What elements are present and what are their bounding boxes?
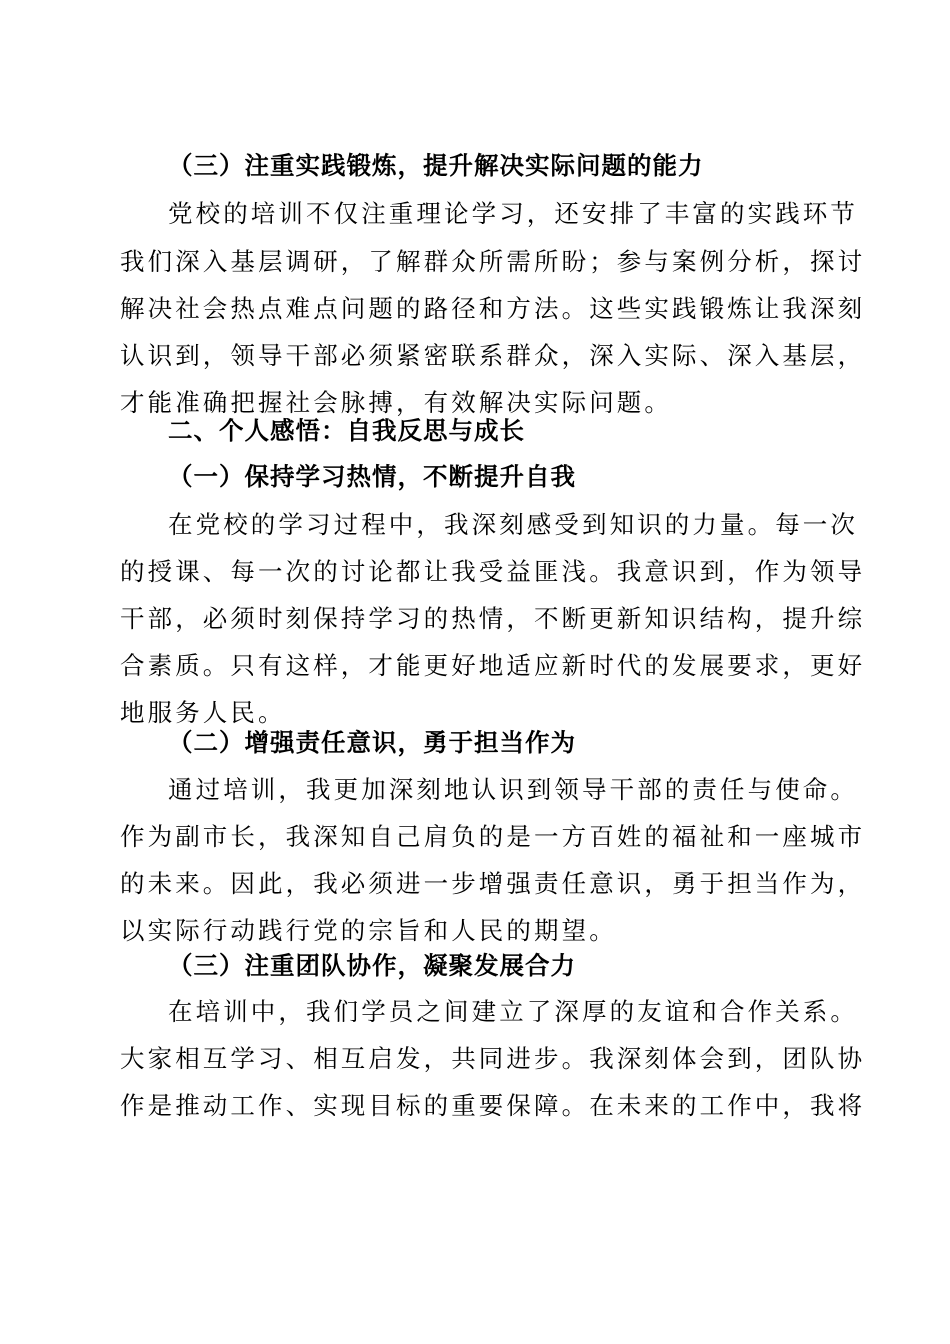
paragraph-line: 认识到，领导干部必须紧密联系群众，深入实际、深入基层， (120, 341, 866, 370)
paragraph-line: 才能准确把握社会脉搏，有效解决实际问题。 (120, 388, 672, 417)
paragraph-line: 解决社会热点难点问题的路径和方法。这些实践锻炼让我深刻 (120, 294, 866, 323)
paragraph-line: 党校的培训不仅注重理论学习，还安排了丰富的实践环节 (168, 199, 858, 228)
paragraph-line: 地服务人民。 (120, 698, 286, 727)
paragraph-line: 作为副市长，我深知自己肩负的是一方百姓的福祉和一座城市 (120, 822, 866, 851)
paragraph-line: 作是推动工作、实现目标的重要保障。在未来的工作中，我将 (120, 1091, 866, 1120)
paragraph-line: 我们深入基层调研，了解群众所需所盼；参与案例分析，探讨 (120, 247, 866, 276)
paragraph-line: 通过培训，我更加深刻地认识到领导干部的责任与使命。 (168, 775, 858, 804)
paragraph-line: 干部，必须时刻保持学习的热情，不断更新知识结构，提升综 (120, 604, 866, 633)
subsection-heading-responsibility: （二）增强责任意识，勇于担当作为 (168, 728, 576, 757)
subsection-heading-teamwork: （三）注重团队协作，凝聚发展合力 (168, 951, 576, 980)
subsection-heading-practice: （三）注重实践锻炼，提升解决实际问题的能力 (168, 151, 704, 180)
paragraph-line: 合素质。只有这样，才能更好地适应新时代的发展要求，更好 (120, 651, 866, 680)
paragraph-line: 的授课、每一次的讨论都让我受益匪浅。我意识到，作为领导 (120, 557, 866, 586)
paragraph-line: 在党校的学习过程中，我深刻感受到知识的力量。每一次 (168, 510, 858, 539)
subsection-heading-learning: （一）保持学习热情，不断提升自我 (168, 462, 576, 491)
paragraph-line: 以实际行动践行党的宗旨和人民的期望。 (120, 916, 617, 945)
paragraph-line: 大家相互学习、相互启发，共同进步。我深刻体会到，团队协 (120, 1044, 866, 1073)
paragraph-line: 在培训中，我们学员之间建立了深厚的友谊和合作关系。 (168, 997, 858, 1026)
section-heading: 二、个人感悟：自我反思与成长 (168, 416, 525, 445)
paragraph-line: 的未来。因此，我必须进一步增强责任意识，勇于担当作为， (120, 869, 866, 898)
